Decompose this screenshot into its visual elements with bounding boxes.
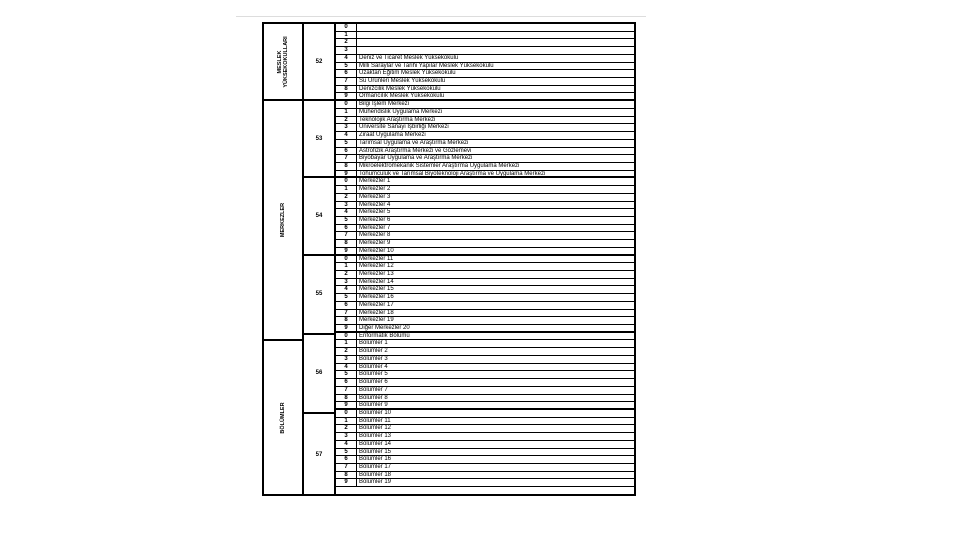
code-cell: 55 xyxy=(302,256,336,335)
row-digit: 0 xyxy=(336,333,356,341)
row-description: Bölümler 3 xyxy=(357,356,635,364)
row-description: Tohumculuk ve Tarımsal Biyoteknoloji Araştırma ve Uygulama Merkezi xyxy=(357,171,635,179)
row-description: Üniversite Sanayi İşbirliği Merkezi xyxy=(357,124,635,132)
row-digit: 0 xyxy=(336,178,356,186)
row-description: Denizcilik Meslek Yüksekokulu xyxy=(357,86,635,94)
row-digit: 9 xyxy=(336,248,356,256)
row-digit: 0 xyxy=(336,256,356,264)
row-digit: 2 xyxy=(336,425,356,433)
row-digit: 3 xyxy=(336,356,356,364)
row-description: Bölümler 6 xyxy=(357,379,635,387)
row-digit: 1 xyxy=(336,186,356,194)
section-label: MERKEZLER xyxy=(280,202,286,237)
row-description: Bölümler 12 xyxy=(357,425,635,433)
row-description: Ormancılık Meslek Yüksekokulu xyxy=(357,93,635,101)
row-digit: 3 xyxy=(336,279,356,287)
code-cell: 54 xyxy=(302,178,336,255)
row-digit: 1 xyxy=(336,418,356,426)
row-description: Astrofizik Araştırma Merkezi ve Gözlemevi xyxy=(357,148,635,156)
row-description: Merkezler 14 xyxy=(357,279,635,287)
row-description: Deniz ve Ticaret Meslek Yüksekokulu xyxy=(357,55,635,63)
row-digit: 3 xyxy=(336,202,356,210)
row-description: Tarımsal Uygulama ve Araştırma Merkezi xyxy=(357,140,635,148)
row-digit: 3 xyxy=(336,124,356,132)
row-description: Bölümler 10 xyxy=(357,410,635,418)
row-digit: 8 xyxy=(336,86,356,94)
row-description: Bilgi İşlem Merkezi xyxy=(357,101,635,109)
row-description: Bölümler 11 xyxy=(357,418,635,426)
row-description: Enformatik Bölümü xyxy=(357,333,635,341)
row-digit: 5 xyxy=(336,294,356,302)
row-digit: 7 xyxy=(336,155,356,163)
row-description: Merkezler 12 xyxy=(357,263,635,271)
code-cell: 53 xyxy=(302,101,336,178)
row-digit: 4 xyxy=(336,364,356,372)
row-description: Merkezler 19 xyxy=(357,317,635,325)
row-description: Bölümler 8 xyxy=(357,395,635,403)
row-description xyxy=(357,47,635,55)
row-digit: 0 xyxy=(336,24,356,32)
row-description: Bölümler 9 xyxy=(357,402,635,410)
row-digit: 3 xyxy=(336,47,356,55)
row-digit: 2 xyxy=(336,348,356,356)
row-digit: 7 xyxy=(336,78,356,86)
row-digit: 2 xyxy=(336,194,356,202)
row-description: Merkezler 2 xyxy=(357,186,635,194)
row-digit: 7 xyxy=(336,464,356,472)
row-description xyxy=(357,39,635,47)
row-digit: 4 xyxy=(336,209,356,217)
row-digit: 9 xyxy=(336,93,356,101)
row-digit: 1 xyxy=(336,340,356,348)
code-table xyxy=(262,22,636,496)
row-description: Bölümler 5 xyxy=(357,371,635,379)
row-description: Bölümler 1 xyxy=(357,340,635,348)
row-description: Merkezler 8 xyxy=(357,232,635,240)
row-digit: 8 xyxy=(336,163,356,171)
row-description: Merkezler 13 xyxy=(357,271,635,279)
row-digit: 4 xyxy=(336,132,356,140)
row-description: Bölümler 13 xyxy=(357,433,635,441)
code-cell: 57 xyxy=(302,414,336,496)
row-description xyxy=(357,32,635,40)
row-digit: 9 xyxy=(336,325,356,333)
row-digit: 1 xyxy=(336,109,356,117)
row-digit: 7 xyxy=(336,232,356,240)
row-description: Ziraat Uygulama Merkezi xyxy=(357,132,635,140)
row-description: Bölümler 18 xyxy=(357,472,635,480)
row-description: Merkezler 10 xyxy=(357,248,635,256)
row-digit: 3 xyxy=(336,433,356,441)
row-digit: 2 xyxy=(336,271,356,279)
row-description: Bölümler 2 xyxy=(357,348,635,356)
row-digit: 8 xyxy=(336,472,356,480)
digit-column xyxy=(336,24,356,487)
row-description: Merkezler 17 xyxy=(357,302,635,310)
row-digit: 6 xyxy=(336,302,356,310)
row-description: Merkezler 6 xyxy=(357,217,635,225)
row-digit: 6 xyxy=(336,379,356,387)
row-digit: 9 xyxy=(336,171,356,179)
row-description: Diğer Merkezler 20 xyxy=(357,325,635,333)
row-description: Merkezler 3 xyxy=(357,194,635,202)
row-digit: 8 xyxy=(336,317,356,325)
row-description: Merkezler 11 xyxy=(357,256,635,264)
row-description: Bölümler 19 xyxy=(357,479,635,487)
section-label: MESLEK YÜKSEKOKULLARI xyxy=(277,35,289,88)
row-description: Mühendislik Uygulama Merkezi xyxy=(357,109,635,117)
row-digit: 0 xyxy=(336,101,356,109)
row-description: Merkezler 5 xyxy=(357,209,635,217)
row-digit: 6 xyxy=(336,148,356,156)
row-description: Uzaktan Eğitim Meslek Yüksekokulu xyxy=(357,70,635,78)
row-description: Teknolojik Araştırma Merkezi xyxy=(357,117,635,125)
row-digit: 5 xyxy=(336,217,356,225)
section-meslek-yuksekokullari xyxy=(264,24,302,101)
row-description: Bölümler 7 xyxy=(357,387,635,395)
row-digit: 5 xyxy=(336,371,356,379)
row-description: Mikroelektromekanik Sistemler Araştırma Uygulama Merkezi xyxy=(357,163,635,171)
row-description: Bölümler 17 xyxy=(357,464,635,472)
row-description: Bölümler 15 xyxy=(357,449,635,457)
row-description xyxy=(357,24,635,32)
top-divider xyxy=(236,16,646,17)
row-digit: 0 xyxy=(336,410,356,418)
row-description: Bölümler 16 xyxy=(357,456,635,464)
row-digit: 9 xyxy=(336,402,356,410)
row-digit: 4 xyxy=(336,286,356,294)
row-description: Merkezler 9 xyxy=(357,240,635,248)
row-description: Merkezler 18 xyxy=(357,310,635,318)
section-bolumler xyxy=(264,341,302,496)
section-merkezler xyxy=(264,101,302,340)
row-digit: 8 xyxy=(336,395,356,403)
row-digit: 6 xyxy=(336,70,356,78)
row-digit: 2 xyxy=(336,117,356,125)
row-digit: 8 xyxy=(336,240,356,248)
description-column xyxy=(356,24,635,487)
row-digit: 1 xyxy=(336,263,356,271)
row-digit: 4 xyxy=(336,55,356,63)
row-digit: 5 xyxy=(336,63,356,71)
row-description: Merkezler 16 xyxy=(357,294,635,302)
row-digit: 9 xyxy=(336,479,356,487)
row-digit: 4 xyxy=(336,441,356,449)
row-description: Merkezler 15 xyxy=(357,286,635,294)
row-description: Merkezler 7 xyxy=(357,225,635,233)
row-digit: 7 xyxy=(336,310,356,318)
row-description: Su Ürünleri Meslek Yüksekokulu xyxy=(357,78,635,86)
row-digit: 6 xyxy=(336,225,356,233)
row-description: Merkezler 1 xyxy=(357,178,635,186)
row-digit: 1 xyxy=(336,32,356,40)
row-description: Biyobayar Uygulama ve Araştırma Merkezi xyxy=(357,155,635,163)
row-digit: 7 xyxy=(336,387,356,395)
row-description: Milli Saraylar ve Tarihi Yapılar Meslek Yüksekokulu xyxy=(357,63,635,71)
code-cell: 52 xyxy=(302,24,336,101)
code-cell: 56 xyxy=(302,335,336,414)
row-digit: 5 xyxy=(336,449,356,457)
row-description: Merkezler 4 xyxy=(357,202,635,210)
row-digit: 6 xyxy=(336,456,356,464)
row-digit: 5 xyxy=(336,140,356,148)
row-description: Bölümler 14 xyxy=(357,441,635,449)
row-digit: 2 xyxy=(336,39,356,47)
row-description: Bölümler 4 xyxy=(357,364,635,372)
section-label: BÖLÜMLER xyxy=(280,402,286,434)
